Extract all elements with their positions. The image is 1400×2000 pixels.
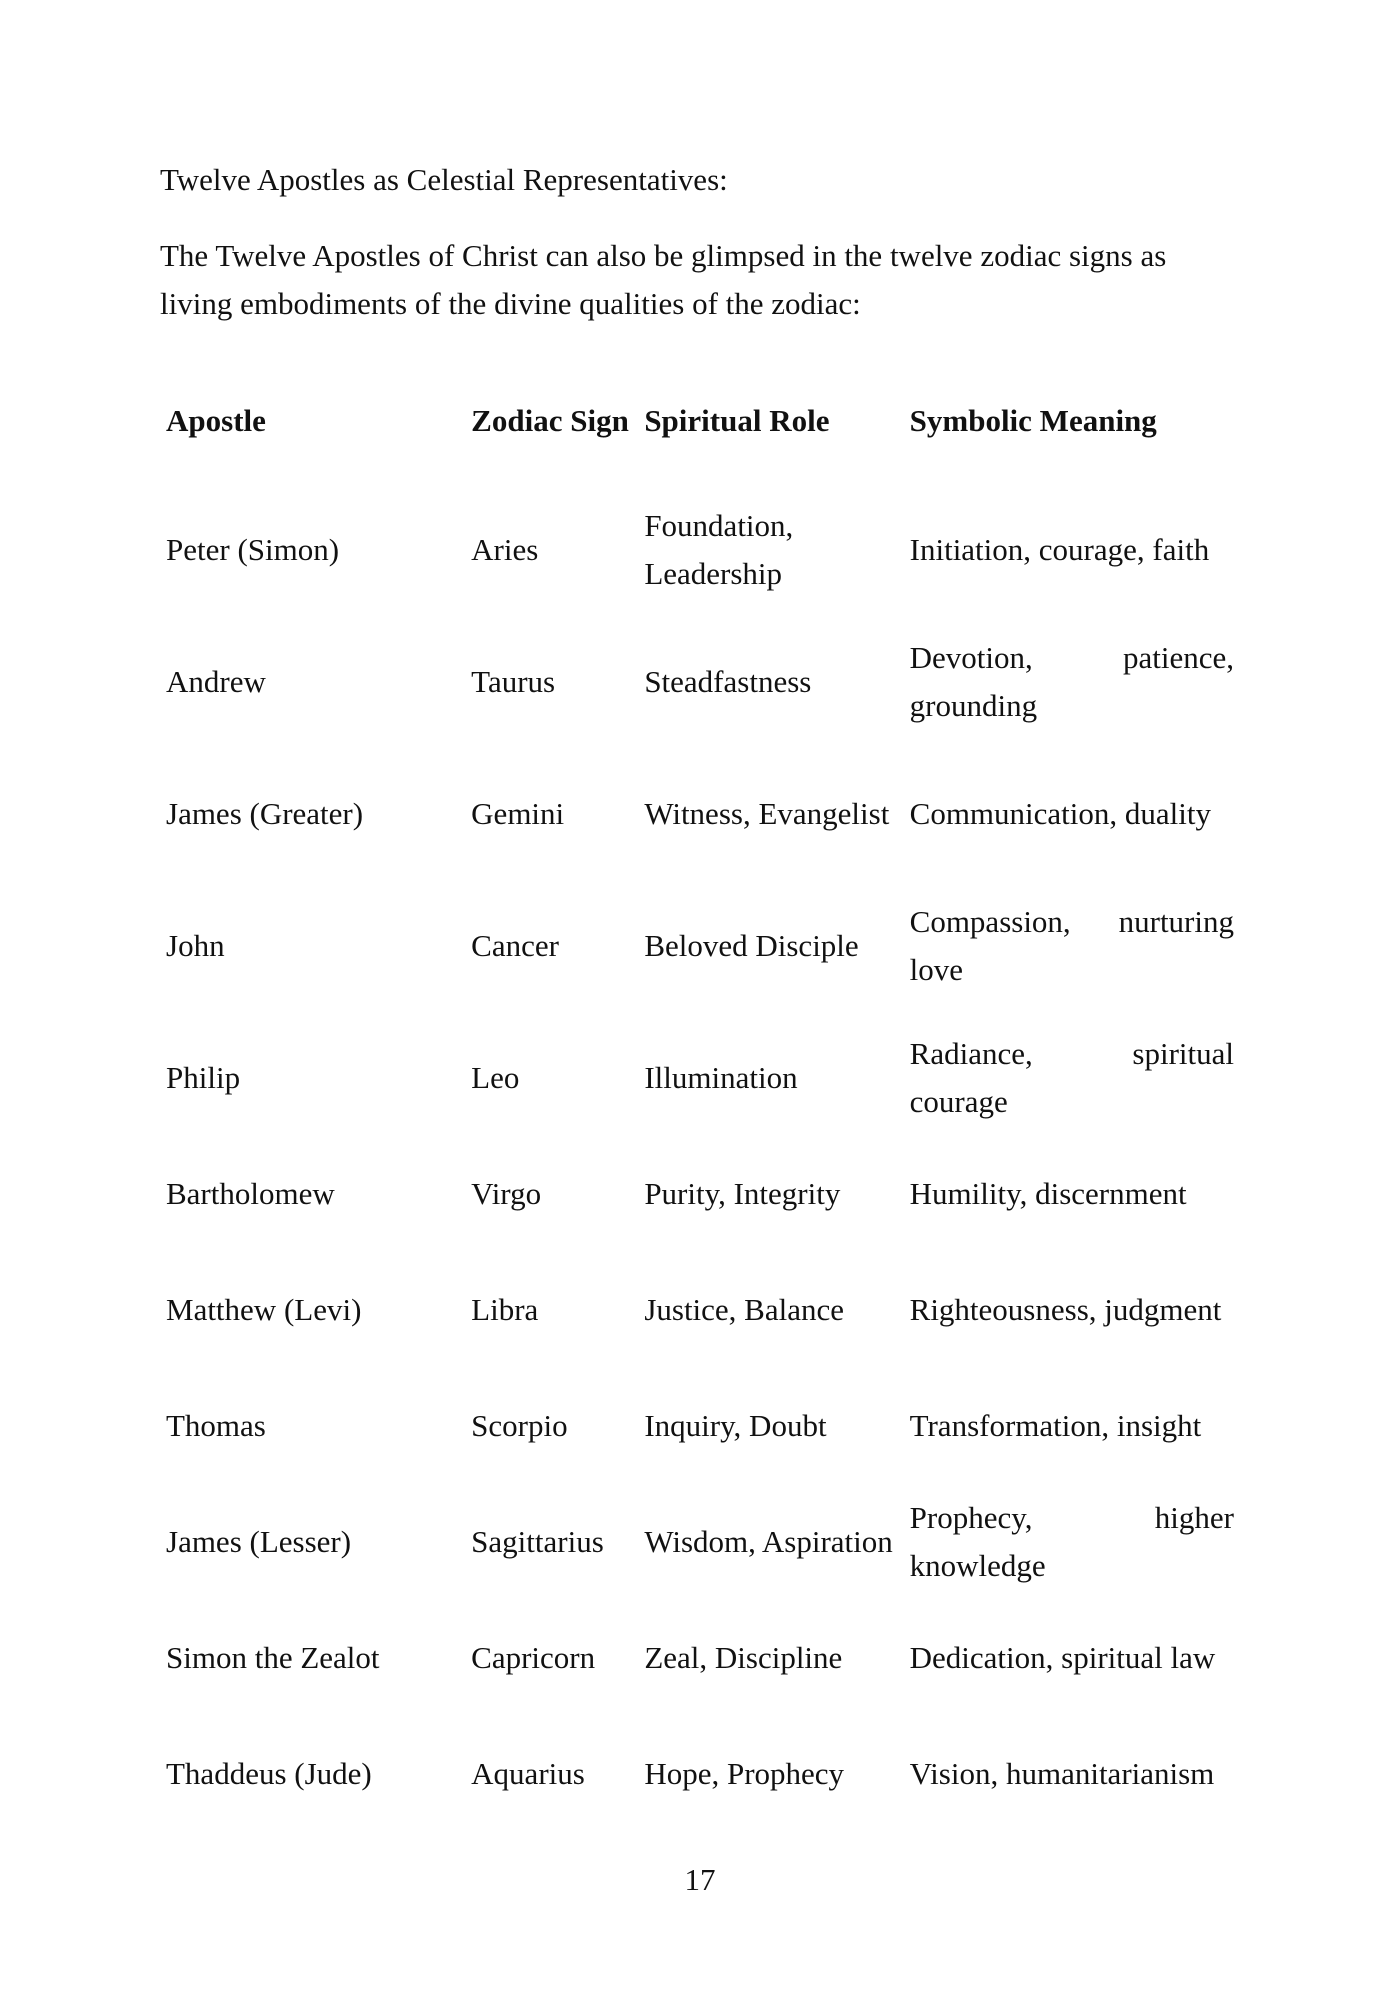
cell-role: Purity, Integrity [644, 1176, 841, 1211]
table-row [160, 484, 1240, 616]
cell-role: Steadfastness [644, 664, 812, 699]
cell-sign: Capricorn [471, 1640, 596, 1675]
section-heading: Twelve Apostles as Celestial Representatives: [160, 162, 728, 197]
cell-meaning: Devotion, patience, grounding [909, 640, 1234, 723]
intro-paragraph: The Twelve Apostles of Christ can also be glimpsed in the twelve zodiac signs as living embodiments of the divine qualities of the zodiac: [160, 238, 1167, 321]
cell-apostle: Philip [166, 1060, 241, 1095]
cell-meaning: Vision, humanitarianism [909, 1756, 1215, 1791]
cell-meaning: Dedication, spiritual law [909, 1640, 1216, 1675]
cell-role: Witness, Evangelist [644, 796, 890, 831]
cell-apostle: Andrew [166, 664, 266, 699]
cell-apostle: Thaddeus (Jude) [166, 1756, 372, 1791]
cell-sign: Gemini [471, 796, 565, 831]
cell-sign: Scorpio [471, 1408, 568, 1443]
cell-role: Foundation, Leadership [644, 508, 794, 591]
header-spiritual-role: Spiritual Role [644, 403, 830, 438]
table-row [160, 1012, 1240, 1144]
cell-sign: Cancer [471, 928, 559, 963]
cell-apostle: Peter (Simon) [166, 532, 340, 567]
cell-sign: Aries [471, 532, 539, 567]
header-symbolic-meaning: Symbolic Meaning [909, 403, 1157, 438]
cell-apostle: Bartholomew [166, 1176, 335, 1211]
cell-apostle: Thomas [166, 1408, 266, 1443]
table-row [160, 1476, 1240, 1608]
cell-role: Hope, Prophecy [644, 1756, 845, 1791]
cell-role: Justice, Balance [644, 1292, 845, 1327]
page-number: 17 [684, 1862, 716, 1897]
table-row [160, 1144, 1240, 1244]
header-zodiac-sign: Zodiac Sign [471, 403, 629, 438]
cell-apostle: James (Greater) [166, 796, 364, 831]
cell-meaning: Righteousness, judgment [909, 1292, 1222, 1327]
cell-role: Inquiry, Doubt [644, 1408, 827, 1443]
cell-sign: Virgo [471, 1176, 542, 1211]
table-row [160, 880, 1240, 1012]
table-row [160, 1708, 1240, 1840]
cell-sign: Sagittarius [471, 1524, 604, 1559]
cell-sign: Taurus [471, 664, 556, 699]
cell-meaning: Transformation, insight [909, 1408, 1202, 1443]
cell-meaning: Prophecy, higher knowledge [909, 1500, 1234, 1583]
table-row [160, 1376, 1240, 1476]
cell-sign: Libra [471, 1292, 539, 1327]
header-apostle: Apostle [166, 403, 266, 438]
cell-sign: Aquarius [471, 1756, 585, 1791]
table-row [160, 748, 1240, 880]
cell-apostle: John [166, 928, 225, 963]
cell-role: Zeal, Discipline [644, 1640, 843, 1675]
cell-sign: Leo [471, 1060, 520, 1095]
cell-meaning: Humility, discernment [909, 1176, 1187, 1211]
cell-role: Beloved Disciple [644, 928, 859, 963]
cell-meaning: Initiation, courage, faith [909, 532, 1210, 567]
cell-meaning: Communication, duality [909, 796, 1211, 831]
cell-role: Illumination [644, 1060, 798, 1095]
table-row [160, 1244, 1240, 1376]
table-row [160, 616, 1240, 748]
cell-apostle: James (Lesser) [166, 1524, 352, 1559]
table-header-row [160, 358, 1240, 484]
cell-apostle: Matthew (Levi) [166, 1292, 362, 1327]
table-row [160, 1608, 1240, 1708]
cell-apostle: Simon the Zealot [166, 1640, 380, 1675]
apostles-table [160, 358, 1240, 1840]
cell-meaning: Radiance, spiritual courage [909, 1036, 1234, 1119]
cell-meaning: Compassion, nurturing love [909, 904, 1234, 987]
cell-role: Wisdom, Aspiration [644, 1524, 893, 1559]
